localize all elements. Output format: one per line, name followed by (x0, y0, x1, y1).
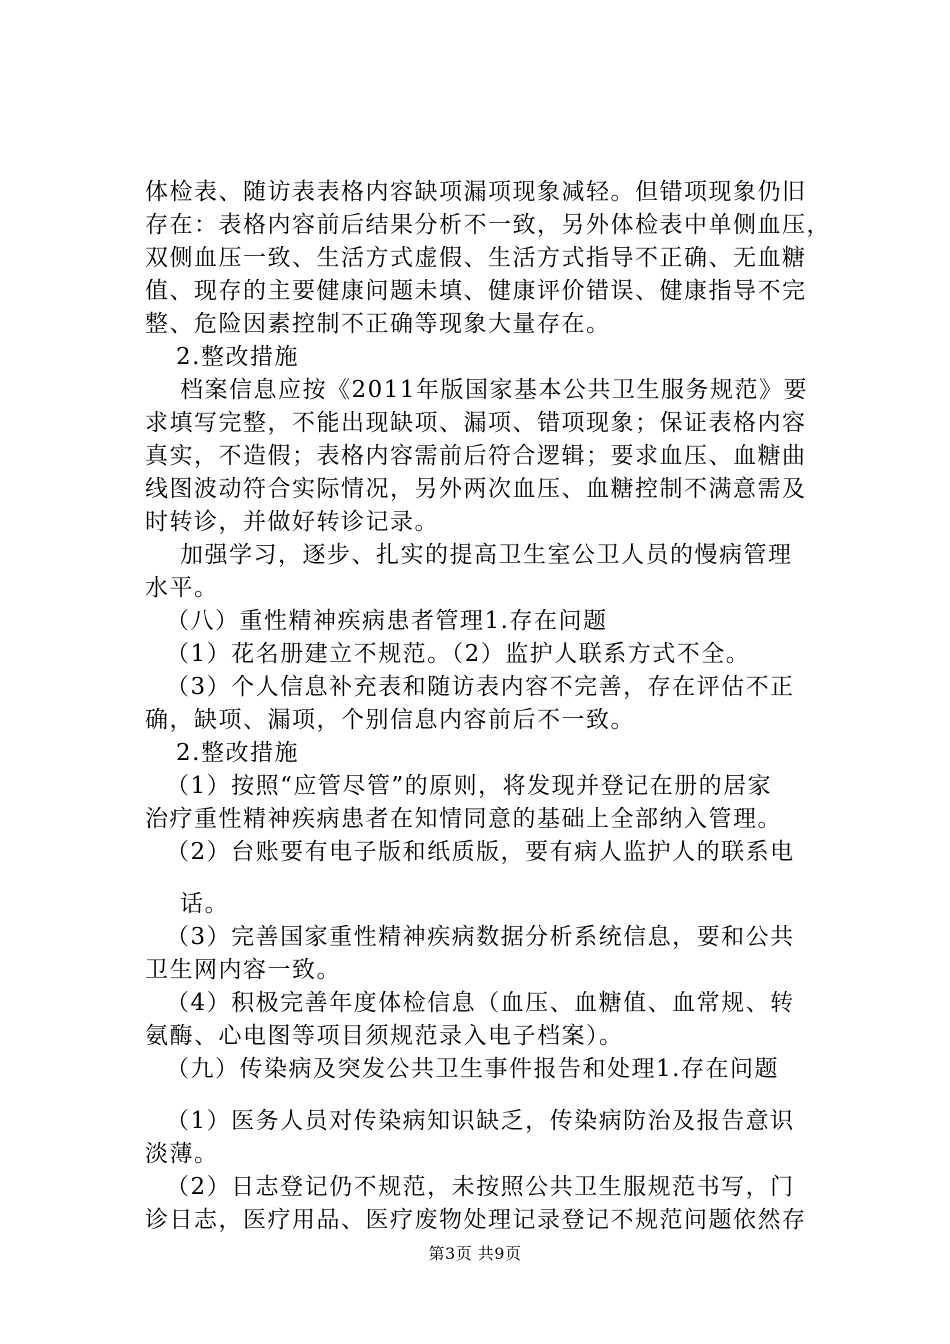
text-line: 话。 (180, 891, 229, 917)
text-line: 淡薄。 (145, 1141, 219, 1167)
text-line: （4）积极完善年度体检信息（血压、血糖值、血常规、转 (166, 990, 795, 1016)
section-heading: （八）重性精神疾病患者管理1.存在问题 (166, 608, 608, 634)
text-line: （1）花名册建立不规范。（2）监护人联系方式不全。 (166, 641, 751, 667)
text-line: 存在：表格内容前后结果分析不一致，另外体检表中单侧血压， (145, 212, 831, 238)
text-line: 氨酶、心电图等项目须规范录入电子档案）。 (145, 1023, 624, 1049)
text-line: 确，缺项、漏项，个别信息内容前后不一致。 (145, 707, 635, 733)
text-line: （3）完善国家重性精神疾病数据分析系统信息，要和公共 (166, 924, 795, 950)
text-line: 双侧血压一致、生活方式虚假、生活方式指导不正确、无血糖 (145, 245, 807, 271)
text-line: 线图波动符合实际情况，另外两次血压、血糖控制不满意需及 (145, 476, 807, 502)
text-line: 治疗重性精神疾病患者在知情同意的基础上全部纳入管理。 (145, 806, 782, 832)
text-line: （3）个人信息补充表和随访表内容不完善，存在评估不正 (166, 674, 795, 700)
text-line: 加强学习，逐步、扎实的提高卫生室公卫人员的慢病管理 (180, 542, 793, 568)
text-line: （1）医务人员对传染病知识缺乏，传染病防治及报告意识 (166, 1108, 795, 1134)
text-line: （1）按照“应管尽管”的原则，将发现并登记在册的居家 (166, 773, 773, 799)
text-line: 时转诊，并做好转诊记录。 (145, 509, 439, 535)
section-heading: 2.整改措施 (176, 740, 299, 766)
text-line: （2）台账要有电子版和纸质版，要有病人监护人的联系电 (166, 839, 795, 865)
section-heading: 2.整改措施 (176, 344, 299, 370)
text-line: （2）日志登记仍不规范，未按照公共卫生服规范书写，门 (166, 1174, 795, 1200)
text-line: 值、现存的主要健康问题未填、健康评价错误、健康指导不完 (145, 278, 807, 304)
text-line: 体检表、随访表表格内容缺项漏项现象减轻。但错项现象仍旧 (145, 179, 807, 205)
section-heading: （九）传染病及突发公共卫生事件报告和处理1.存在问题 (166, 1056, 779, 1082)
text-line: 档案信息应按《2011年版国家基本公共卫生服务规范》要 (180, 377, 809, 403)
text-line: 诊日志，医疗用品、医疗废物处理记录登记不规范问题依然存 (145, 1207, 807, 1233)
text-line: 整、危险因素控制不正确等现象大量存在。 (145, 311, 611, 337)
text-line: 水平。 (145, 575, 219, 601)
text-line: 卫生网内容一致。 (145, 957, 341, 983)
text-line: 求填写完整，不能出现缺项、漏项、错项现象；保证表格内容 (145, 410, 807, 436)
text-line: 真实，不造假；表格内容需前后符合逻辑；要求血压、血糖曲 (145, 443, 807, 469)
page-footer: 第3页 共9页 (428, 1244, 522, 1263)
